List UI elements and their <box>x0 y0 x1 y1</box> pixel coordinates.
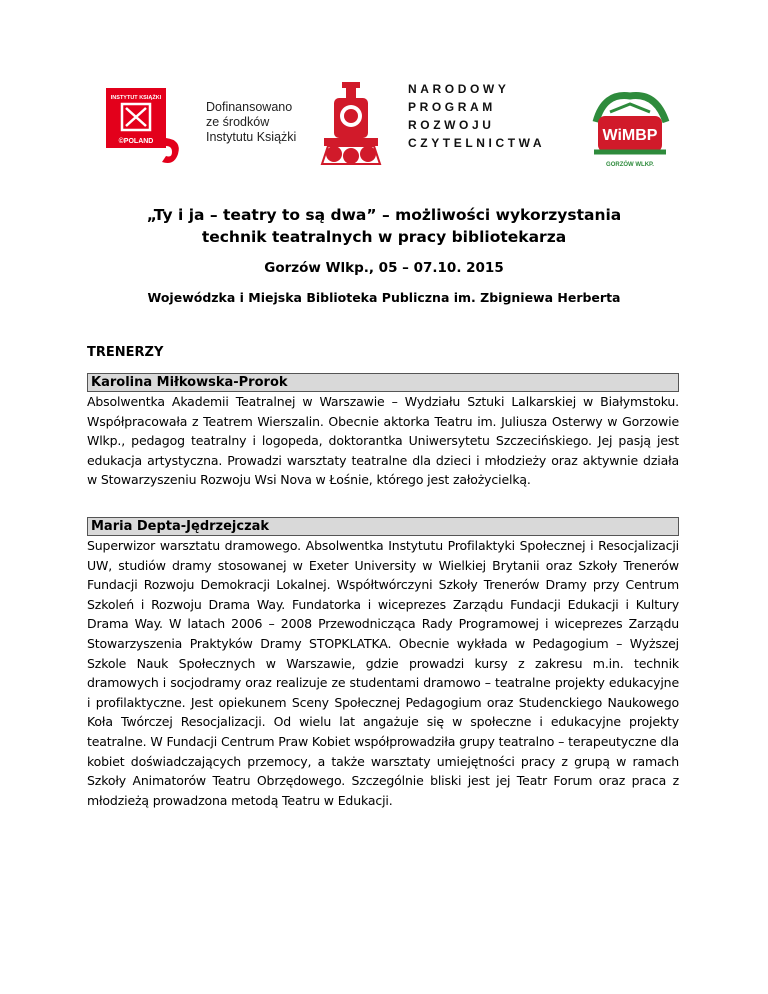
funding-line: Dofinansowano <box>206 100 293 114</box>
funding-line: Instytutu Książki <box>206 130 297 144</box>
instytut-ksiazki-logo <box>106 88 190 170</box>
trainer-bio: Absolwentka Akademii Teatralnej w Warszawie – Wydziału Sztuki Lalkarskiej w Białymstoku. Współpracowała z Teatrem Wierszalin. Obecnie aktorka Teatru im. Juliusza Osterwy w Gorzowie Wlkp., pedagog teatralny i logopeda, doktorantka Uniwersytetu Szczecińskiego. Jej pasją jest edukacja artystyczna. Prowadzi warsztaty teatralne dla dzieci i młodzieży oraz aktywnie działa w Stowarzyszeniu Rozwoju Wsi Nova w Łośnie, którego jest założycielką. <box>87 394 679 488</box>
wimbp-logo-text: WiMBP <box>602 127 658 144</box>
instytut-logo-caption: INSTYTUT KSIĄŻKI <box>110 95 162 101</box>
locomotive-logo-icon <box>320 80 382 170</box>
program-line: ROZWOJU <box>408 118 495 132</box>
logo-header <box>0 80 768 170</box>
instytut-logo-poland: ©POLAND <box>118 138 154 145</box>
program-line: NARODOWY <box>408 82 510 96</box>
wimbp-logo-subtext: GORZÓW WLKP. <box>606 162 654 168</box>
trainer-entry <box>87 517 679 810</box>
trainer-name: Karolina Miłkowska-Prorok <box>87 373 679 392</box>
funding-line: ze środków <box>206 115 270 129</box>
event-dates: Gorzów Wlkp., 05 – 07.10. 2015 <box>264 260 504 276</box>
document-title <box>0 204 768 248</box>
event-venue: Wojewódzka i Miejska Biblioteka Publiczna im. Zbigniewa Herberta <box>147 290 621 305</box>
title-line: technik teatralnych w pracy bibliotekarza <box>201 228 567 246</box>
section-heading: TRENERZY <box>87 345 164 360</box>
wimbp-logo <box>584 86 676 170</box>
program-name <box>408 80 545 152</box>
trainer-entry <box>87 373 679 490</box>
trainer-bio: Superwizor warsztatu dramowego. Absolwentka Instytutu Profilaktyki Społecznej i Resocjalizacji UW, studiów dramy stosowanej w Exeter University w Wielkiej Brytanii oraz Szkoły Trenerów Fundacji Rozwoju Demokracji Lokalnej. Współtwórczyni Szkoły Trenerów Dramy przy Centrum Szkoleń i Rozwoju Drama Way. Fundatorka i wiceprezes Zarządu Fundacji Edukacji i Kultury Drama Way. W latach 2006 – 2008 Przewodnicząca Rady Programowej i wiceprezes Zarządu Stowarzyszenia Praktyków Dramy STOPKLATKA. Obecnie wykłada w Pedagogium – Wyższej Szkole Nauk Społecznych w Warszawie, gdzie prowadzi kursy z zakresu m.in. technik dramowych i socjodramy oraz realizuje ze studentami dramowo – teatralne projekty edukacyjne i profilaktyczne. Jest opiekunem Sceny Społecznej Pedagogium oraz Studenckiego Naukowego Koła Twórczej Resocjalizacji. Od wielu lat angażuje się w społeczne i edukacyjne projekty teatralne. W Fundacji Centrum Praw Kobiet współprowadziła grupy teatralno – terapeutyczne dla kobiet doświadczających przemocy, a także warsztaty umiejętności pracy z grupą w ramach Szkoły Animatorów Teatru Obrzędowego. Szczególnie bliski jest jej Teatr Forum oraz praca z młodzieżą prowadzona metodą Teatru w Edukacji. <box>87 538 679 808</box>
program-line: PROGRAM <box>408 100 496 114</box>
trainer-name: Maria Depta-Jędrzejczak <box>87 517 679 536</box>
program-line: CZYTELNICTWA <box>408 136 546 150</box>
title-line: „Ty i ja – teatry to są dwa” – możliwości wykorzystania <box>146 206 622 224</box>
funding-note <box>206 100 296 145</box>
